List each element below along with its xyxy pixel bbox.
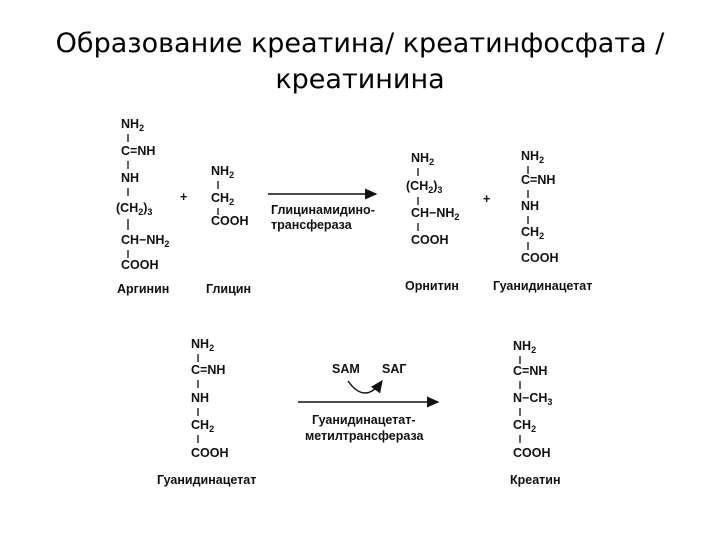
- arginine-atom-2: C=NH: [121, 144, 156, 158]
- enzyme-2-line-1: Гуанидинацетат-: [312, 413, 416, 427]
- creatine-atom-4: $CH_2$: [513, 418, 537, 434]
- guanidinoacetate-2-atom-2: C=NH: [191, 363, 226, 377]
- guanidinoacetate-1-atom-1: $NH_2$: [521, 149, 545, 165]
- ornithine-atom-3: $CH-NH_2$: [411, 206, 460, 222]
- enzyme-2-line-2: метилтрансфераза: [305, 429, 424, 443]
- creatine-structure: [513, 339, 552, 460]
- title-line-2: креатинина: [275, 64, 445, 95]
- guanidinoacetate-name-1: Гуанидинацетат: [493, 279, 593, 293]
- guanidinoacetate-name-2: Гуанидинацетат: [157, 473, 257, 487]
- ornithine-structure: [406, 151, 459, 247]
- guanidinoacetate-1-atom-4: $CH_2$: [521, 225, 545, 241]
- guanidinoacetate-structure-1: [521, 149, 559, 265]
- glycine-atom-1: $NH_2$: [211, 164, 235, 180]
- guanidinoacetate-2-atom-3: NH: [191, 391, 210, 405]
- creatine-atom-5: COOH: [513, 446, 551, 460]
- ornithine-atom-2: $(CH_2)_3$: [406, 179, 443, 195]
- glycine-atom-2: $CH_2$: [211, 191, 235, 207]
- cofactor-curved-arrow: [348, 381, 382, 393]
- guanidinoacetate-2-atom-4: $CH_2$: [191, 418, 215, 434]
- cofactor-sam: SAM: [332, 362, 360, 376]
- arginine-name: Аргинин: [117, 282, 170, 296]
- glycine-structure: [211, 164, 249, 228]
- plus-sign-1: +: [180, 190, 188, 204]
- cofactor-sah: SAГ: [382, 362, 407, 376]
- arginine-atom-3: NH: [121, 171, 140, 185]
- guanidinoacetate-2-atom-5: COOH: [191, 446, 229, 460]
- creatine-atom-1: $NH_2$: [513, 339, 537, 355]
- enzyme-1-line-1: Глицинамидино-: [271, 203, 375, 217]
- guanidinoacetate-structure-2: [191, 337, 229, 460]
- arginine-atom-4: $(CH_2)_3$: [116, 201, 153, 217]
- glycine-name: Глицин: [206, 282, 252, 296]
- arginine-atom-6: COOH: [121, 258, 159, 272]
- ornithine-name: Орнитин: [405, 279, 459, 293]
- enzyme-1-line-2: трансфераза: [271, 218, 352, 232]
- guanidinoacetate-1-atom-5: COOH: [521, 251, 559, 265]
- arginine-structure: [116, 117, 169, 272]
- plus-sign-2: +: [483, 192, 491, 206]
- guanidinoacetate-1-atom-3: NH: [521, 199, 540, 213]
- arginine-atom-1: $NH_2$: [121, 117, 145, 133]
- ornithine-atom-4: COOH: [411, 233, 449, 247]
- ornithine-atom-1: $NH_2$: [411, 151, 435, 167]
- creatine-atom-3: $N-CH_3$: [513, 391, 553, 407]
- creatine-name: Креатин: [510, 473, 561, 487]
- creatine-atom-2: C=NH: [513, 364, 548, 378]
- guanidinoacetate-2-atom-1: $NH_2$: [191, 337, 215, 353]
- title-line-1: Образование креатина/ креатинфосфата /: [55, 28, 665, 59]
- glycine-atom-3: COOH: [211, 214, 249, 228]
- arginine-atom-5: $CH-NH_2$: [121, 233, 170, 249]
- guanidinoacetate-1-atom-2: C=NH: [521, 173, 556, 187]
